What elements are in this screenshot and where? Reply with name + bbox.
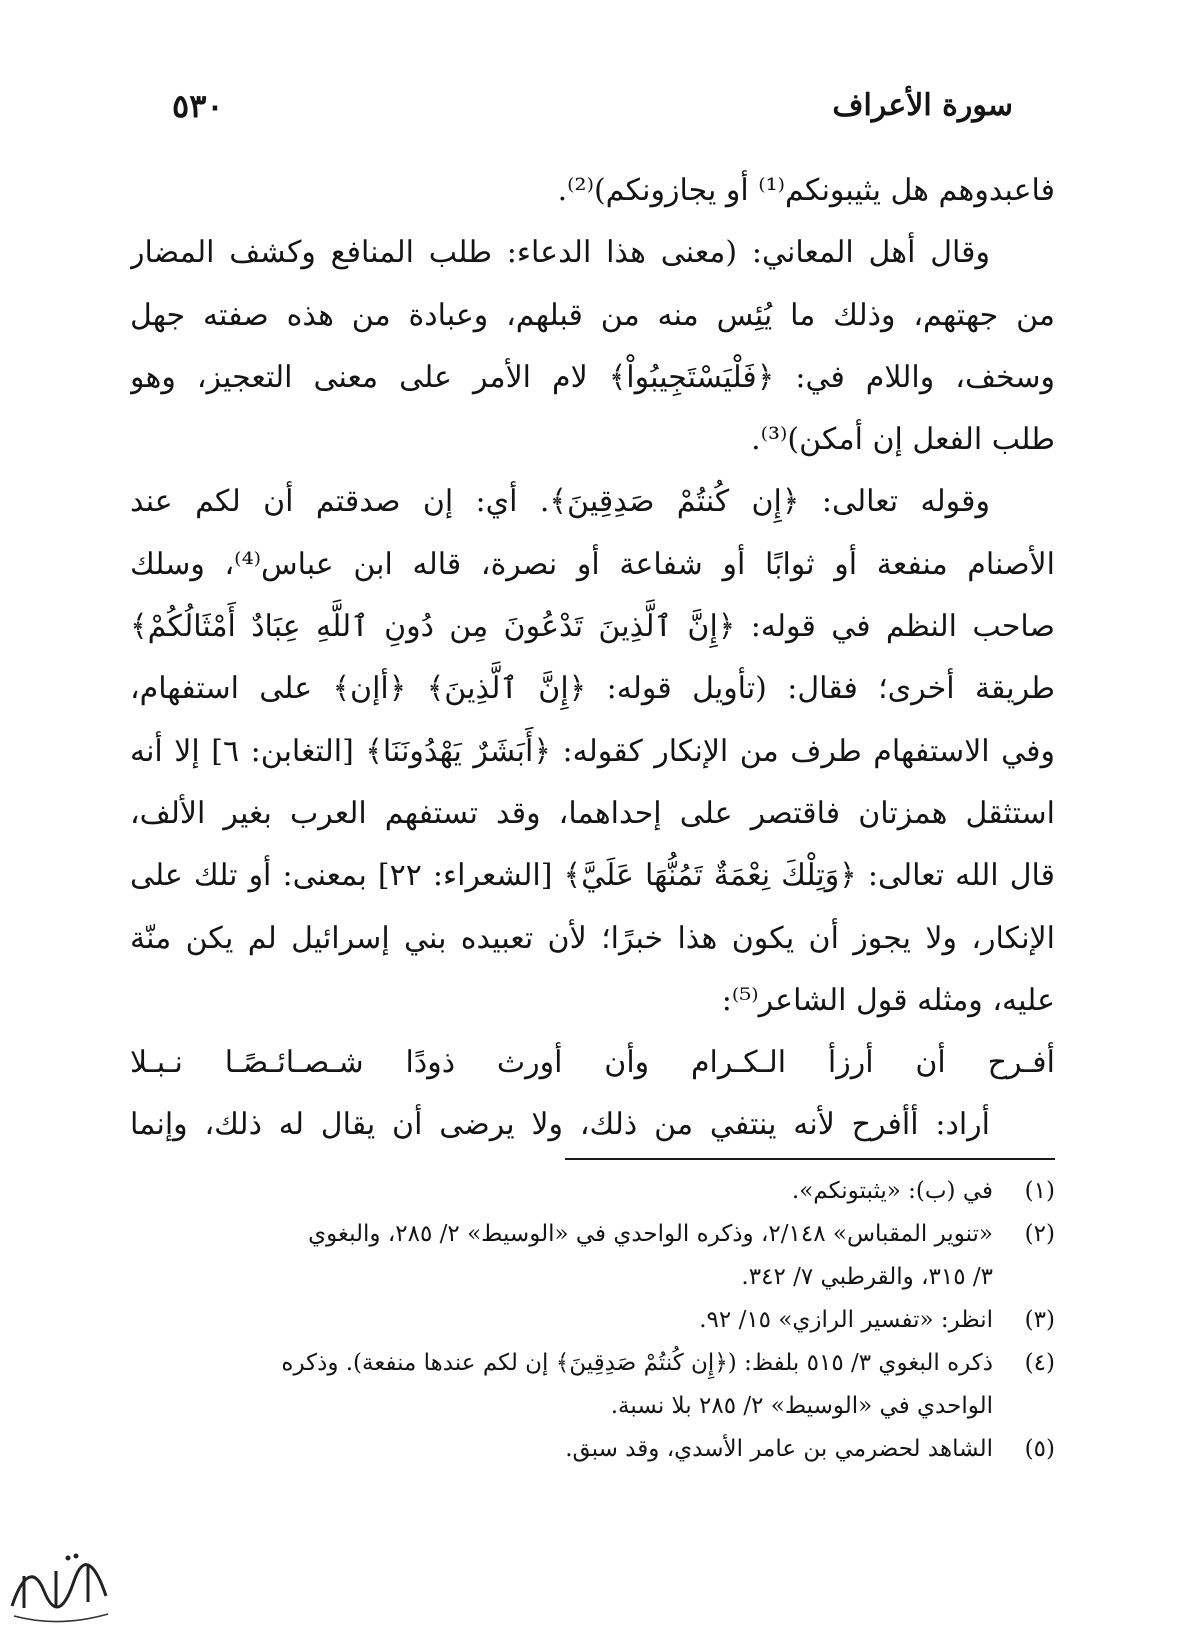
footnote-number: (١) [1024,1178,1055,1204]
footnote-4-continued [130,1385,1055,1428]
footnote-number: (٤) [1024,1350,1055,1376]
main-text [130,160,1055,1157]
surah-title: سورة الأعراف [832,88,1013,123]
footnote-text: ذكره البغوي ٣/ ٥١٥ بلفظ: (﴿إِن كُنتُمْ صَدِقِينَ﴾ إن لكم عندها منفعة). وذكره [281,1350,993,1376]
calligraphy-watermark-logo [4,1536,114,1626]
footnote-text: الشاهد لحضرمي بن عامر الأسدي، وقد سبق. [565,1436,993,1462]
text-line: طريقة أخرى؛ فقال: (تأويل قوله: ﴿إِنَّ ٱلَّذِينَ﴾ ﴿أإن﴾ على استفهام، [130,671,1055,707]
footnote-text: انظر: «تفسير الرازي» ١٥/ ٩٢. [699,1307,993,1333]
footnote-text: «تنوير المقباس» ٢/١٤٨، وذكره الواحدي في «الوسيط» ٢/ ٢٨٥، والبغوي [308,1221,993,1247]
footnotes [130,1170,1055,1471]
text-line: الإنكار، ولا يجوز أن يكون هذا خبرًا؛ لأن تعبيده بني إسرائيل لم يكن منّة [130,920,1055,956]
footnote-4 [130,1342,1055,1385]
footnote-text: الواحدي في «الوسيط» ٢/ ٢٨٥ بلا نسبة. [610,1393,993,1419]
text-line: طلب الفعل إن أمكن)⁽³⁾. [751,422,1055,458]
footnote-separator [565,1158,1055,1160]
text-line: الأصنام منفعة أو ثوابًا أو شفاعة أو نصرة، قاله ابن عباس⁽⁴⁾، وسلك [130,546,1055,582]
text-line: أراد: أأفرح لأنه ينتفي من ذلك، ولا يرضى أن يقال له ذلك، وإنما [130,1107,990,1143]
footnote-text: في (ب): «يثبتونكم». [791,1178,993,1204]
footnote-2-continued [130,1256,1055,1299]
page-number: ٥٣٠ [172,87,224,125]
footnote-number: (٢) [1024,1221,1055,1247]
footnote-5 [130,1428,1055,1471]
text-line: وسخف، واللام في: ﴿فَلْيَسْتَجِيبُواْ﴾ لام الأمر على معنى التعجيز، وهو [130,359,1055,395]
text-line: وفي الاستفهام طرف من الإنكار كقوله: ﴿أَبَشَرٌ يَهْدُونَنَا﴾ [التغابن: ٦] إلا أنه [130,733,1055,769]
footnote-1 [130,1170,1055,1213]
poetry-verse: أفـرح أن أرزأ الـكـرام وأن أورث ذودًا شـصـائـصًـا نـبـلا [130,1045,1055,1081]
footnote-3 [130,1299,1055,1342]
text-line: صاحب النظم في قوله: ﴿إِنَّ ٱلَّذِينَ تَدْعُونَ مِن دُونِ ٱللَّهِ عِبَادٌ أَمْثَالُكُمْ﴾ [130,609,1055,645]
text-line: عليه، ومثله قول الشاعر⁽⁵⁾: [721,982,1055,1018]
text-line: قال الله تعالى: ﴿وَتِلْكَ نِعْمَةٌ تَمُنُّهَا عَلَيَّ﴾ [الشعراء: ٢٢] بمعنى: أو تلك على [130,858,1055,894]
footnote-number: (٥) [1024,1436,1055,1462]
running-head [172,86,1013,136]
footnote-number: (٣) [1024,1307,1055,1333]
text-line: وقال أهل المعاني: (معنى هذا الدعاء: طلب المنافع وكشف المضار [130,235,990,271]
text-line: من جهتهم، وذلك ما يُئِس منه من قبلهم، وعبادة من هذه صفته جهل [130,297,1055,333]
text-line: وقوله تعالى: ﴿إِن كُنتُمْ صَدِقِينَ﴾. أي: إن صدقتم أن لكم عند [130,484,990,520]
footnote-2 [130,1213,1055,1256]
text-line: فاعبدوهم هل يثيبونكم⁽¹⁾ أو يجازونكم)⁽²⁾. [557,173,1055,208]
footnote-text: ٣/ ٣١٥، والقرطبي ٧/ ٣٤٢. [741,1264,993,1290]
text-line: استثقل همزتان فاقتصر على إحداهما، وقد تستفهم العرب بغير الألف، [130,795,1055,831]
